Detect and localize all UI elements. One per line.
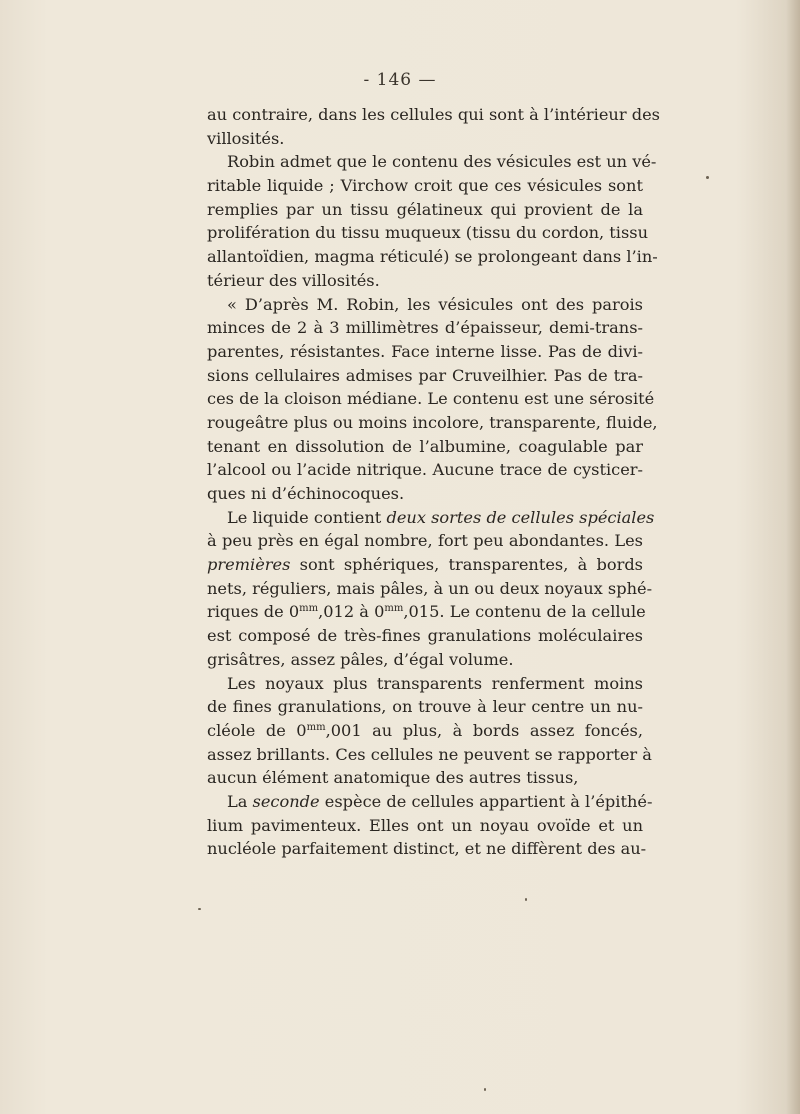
text-line: allantoïdien, magma réticulé) se prolongeant dans l’in- [207,247,658,267]
text-line: La seconde espèce de cellules appartient à l’épithé- [227,791,653,811]
body-text [207,103,660,861]
text-line: grisâtres, assez pâles, d’égal volume. [207,649,514,669]
text-line: l’alcool ou l’acide nitrique. Aucune trace de cysticer- [207,460,643,480]
text-line: ques ni d’échinocoques. [207,484,405,503]
page-edge-shadow [786,0,800,1114]
text-line: sions cellulaires admises par Cruveilhier. Pas de tra- [207,365,643,385]
text-line: remplies par un tissu gélatineux qui provient de la [207,199,643,219]
text-line: lium pavimenteux. Elles ont un noyau ovoïde et un [207,815,643,835]
text-line: minces de 2 à 3 millimètres d’épaisseur, demi-trans- [207,318,643,338]
text-line: rougeâtre plus ou moins incolore, transparente, fluide, [207,412,658,432]
text-line: cléole de $0^{mm},001$ au plus, à bords assez foncés, [207,720,644,740]
paper-speck [484,1088,486,1091]
text-line: aucun élément anatomique des autres tissus, [207,768,579,788]
text-line: à peu près en égal nombre, fort peu abondantes. Les [207,531,643,551]
paper-speck [525,898,527,901]
text-line: nucléole parfaitement distinct, et ne diffèrent des au- [207,839,647,859]
text-line: ritable liquide ; Virchow croit que ces vésicules sont [207,176,643,196]
text-line: parentes, résistantes. Face interne lisse. Pas de divi- [207,341,643,361]
text-line: Les noyaux plus transparents renferment moins [227,673,643,693]
paper-speck [198,908,201,910]
text-line: nets, réguliers, mais pâles, à un ou deux noyaux sphé- [207,578,653,598]
text-line: riques de $0^{mm},012$ à $0^{mm},015$. Le contenu de la cellule [207,602,646,622]
text-line: ces de la cloison médiane. Le contenu est une sérosité [207,389,655,409]
text-line: « D’après M. Robin, les vésicules ont des parois [227,294,643,314]
text-line: térieur des villosités. [207,270,380,290]
text-line: de fines granulations, on trouve à leur centre un nu- [207,697,643,717]
page-number: - 146 — [363,70,437,90]
text-line: tenant en dissolution de l’albumine, coagulable par [207,436,643,456]
text-line: au contraire, dans les cellules qui sont à l’intérieur des [207,105,660,124]
text-line: premières sont sphériques, transparentes, à bords [207,555,643,575]
paper-speck [706,176,709,179]
text-line: Le liquide contient deux sortes de cellules spéciales [227,507,655,527]
text-line: est composé de très-fines granulations moléculaires [207,626,643,646]
text-line: Robin admet que le contenu des vésicules est un vé- [227,152,657,172]
text-line: prolifération du tissu muqueux (tissu du cordon, tissu [207,223,649,243]
text-line: assez brillants. Ces cellules ne peuvent se rapporter à [207,744,652,764]
text-line: villosités. [207,128,285,148]
